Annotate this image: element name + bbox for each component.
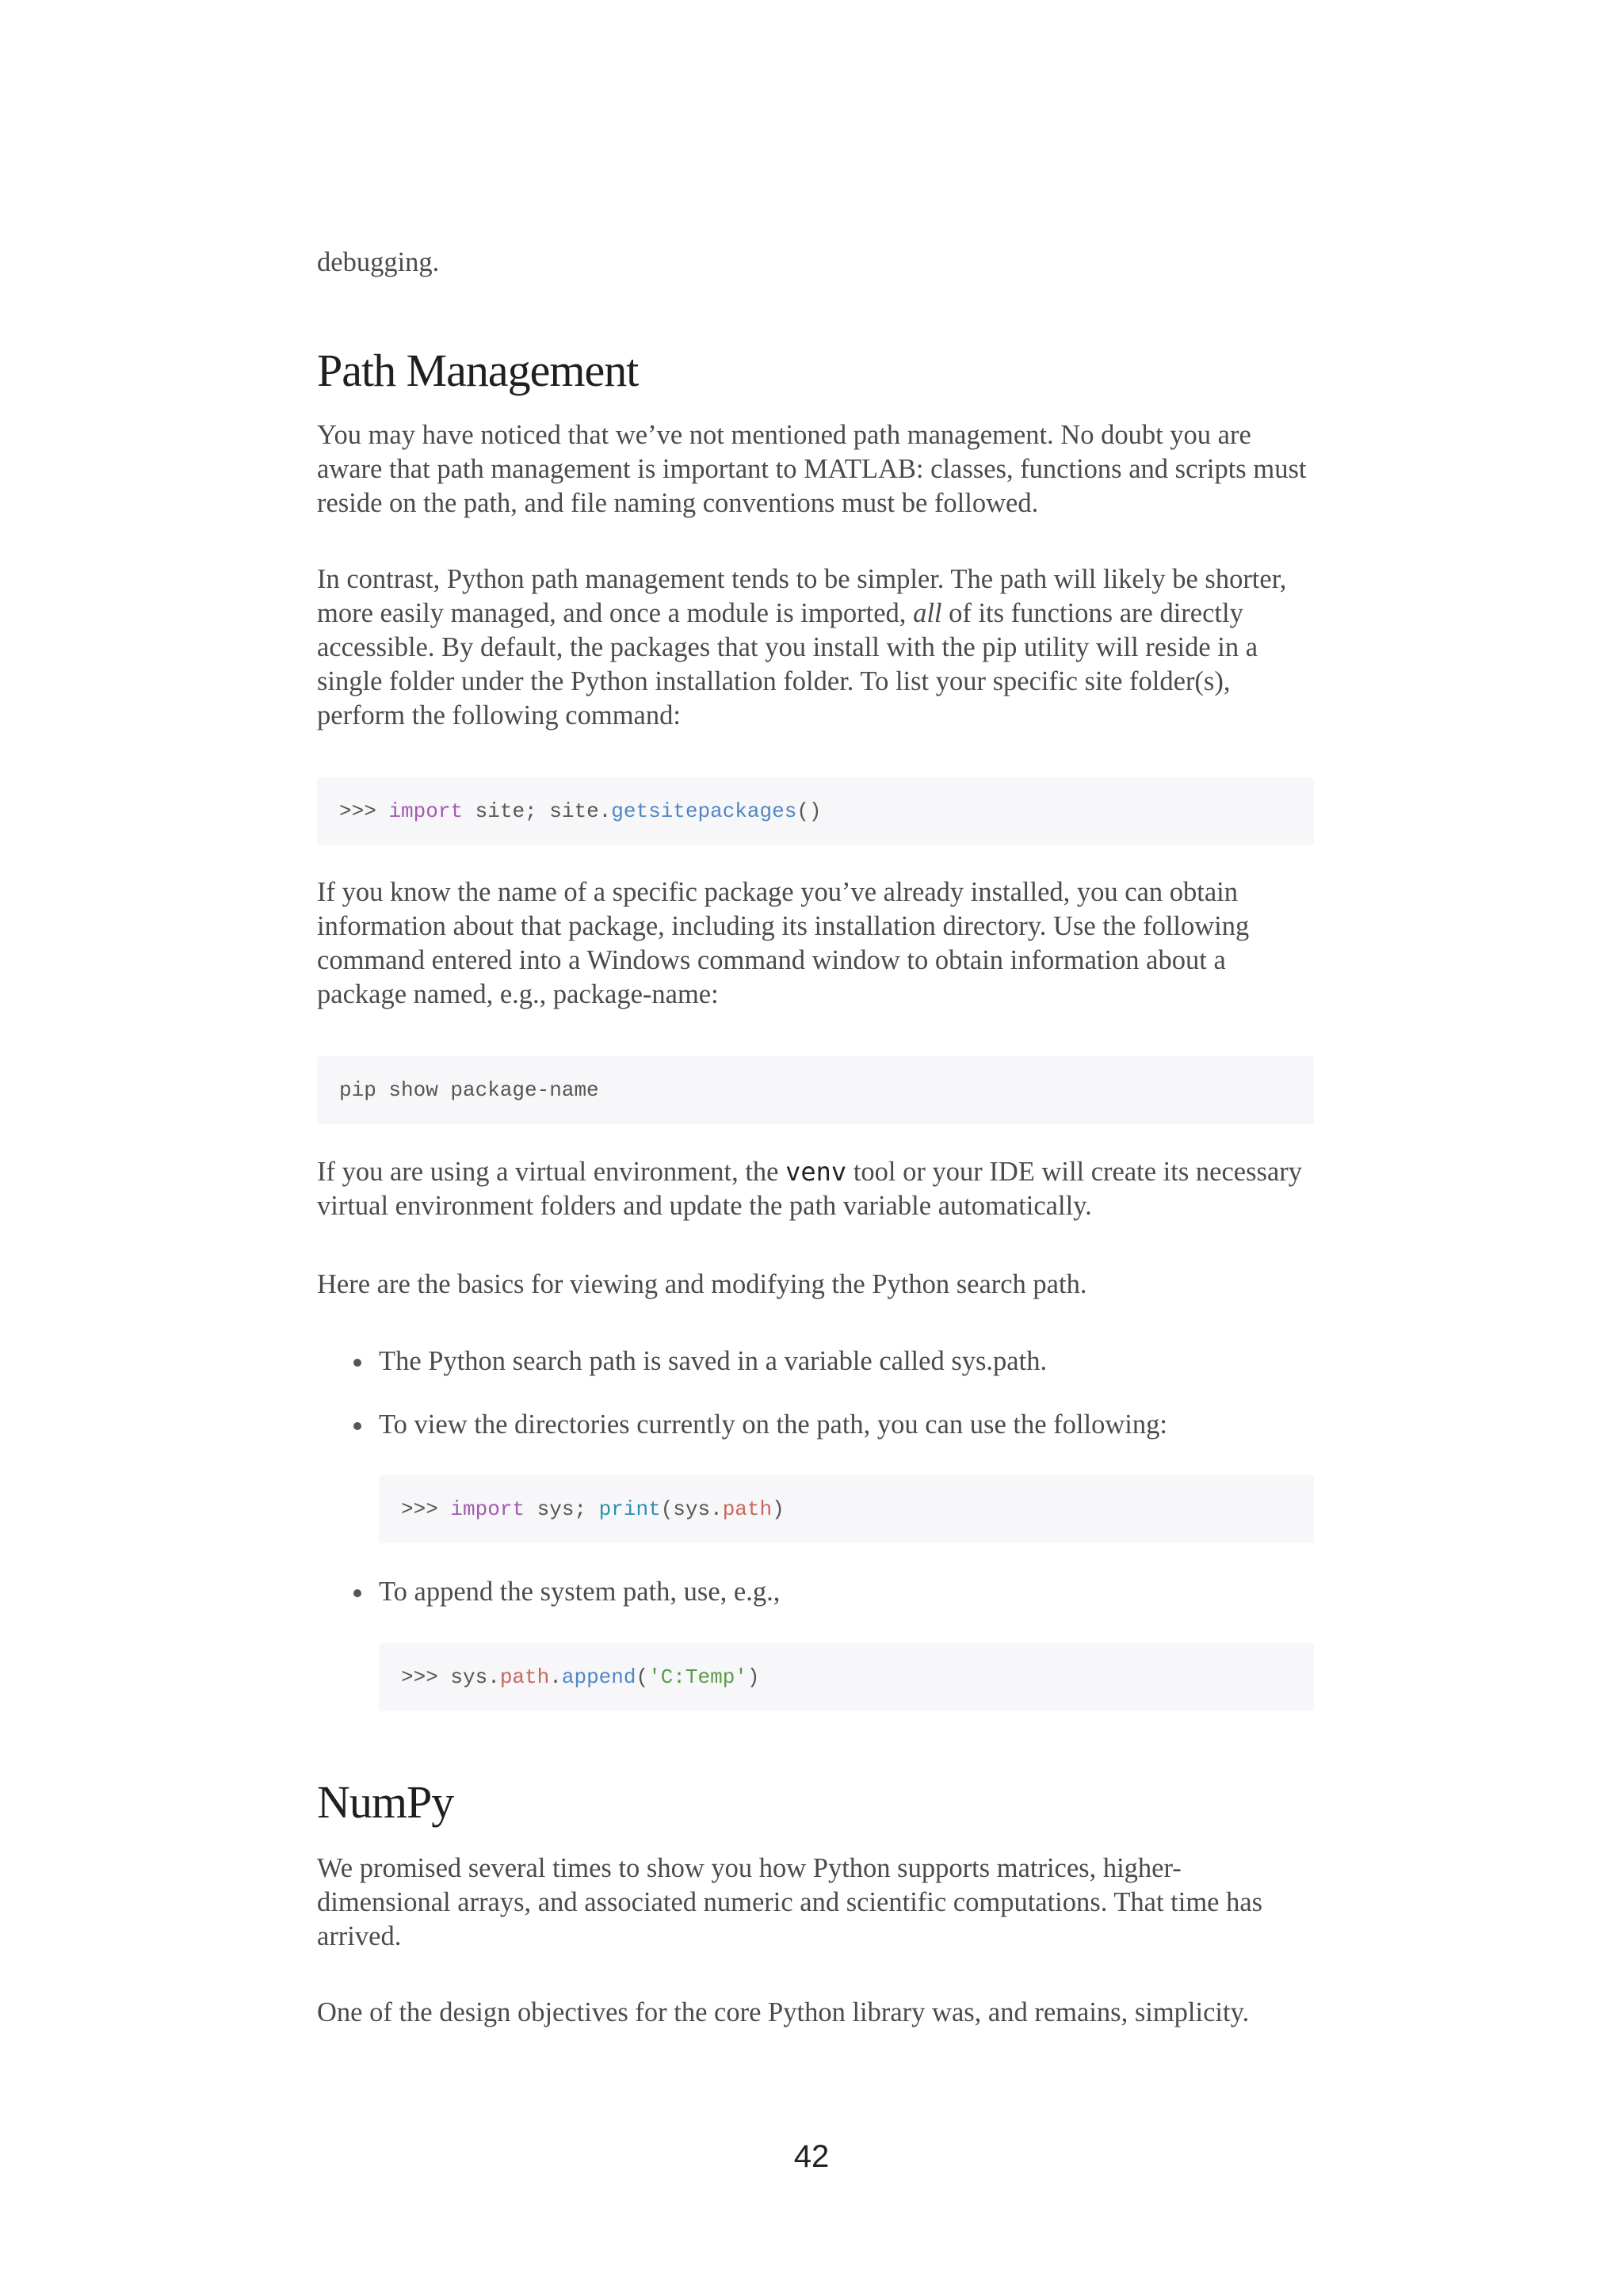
code-prompt: >>>	[339, 799, 389, 823]
code-prompt: >>> sys.	[401, 1665, 500, 1689]
paragraph-venv	[317, 1155, 1314, 1223]
code-text: )	[747, 1665, 760, 1689]
code-text: (sys.	[660, 1497, 723, 1521]
code-prompt: >>>	[401, 1497, 451, 1521]
code-block-pip-show: pip show package-name	[317, 1056, 1314, 1124]
code-function: append	[561, 1665, 636, 1689]
paragraph-path-contrast	[317, 563, 1314, 733]
paragraph-numpy-intro: We promised several times to show you how Python supports matrices, higher-dimensional arrays, and associated numeric and scientific computations. That time has arrived.	[317, 1853, 1263, 1951]
code-text: sys;	[525, 1497, 599, 1521]
code-block-print-sys-path	[379, 1475, 1314, 1543]
para-text: tool or your IDE will create its necessary virtual environment folders and update the path variable automatically.	[317, 1157, 1302, 1221]
bullet-icon	[353, 1589, 361, 1597]
heading-numpy: NumPy	[317, 1776, 454, 1828]
page-number: 42	[793, 2139, 830, 2174]
para-text: If you are using a virtual environment, the	[317, 1157, 786, 1187]
code-attribute: path	[499, 1665, 550, 1689]
code-string: 'C:Temp'	[648, 1665, 747, 1689]
inline-code-venv: venv	[785, 1157, 847, 1187]
list-item-text: The Python search path is saved in a variable called sys.path.	[379, 1346, 1048, 1376]
list-item-text: To view the directories currently on the path, you can use the following:	[379, 1409, 1167, 1440]
code-builtin: print	[598, 1497, 661, 1521]
para-text: In contrast, Python path management tends to be simpler. The path will likely be shorter, more easily managed, and once a module is imported,	[317, 564, 1287, 628]
code-block-getsitepackages	[317, 777, 1314, 845]
code-text: (	[636, 1665, 649, 1689]
heading-path-management: Path Management	[317, 345, 639, 396]
paragraph-path-intro: You may have noticed that we’ve not mentioned path management. No doubt you are aware that path management is important to MATLAB: classes, functions and scripts must reside on the path, and file naming conventions must be followed.	[317, 420, 1307, 518]
code-text: site; site.	[463, 799, 612, 823]
code-block-sys-path-append	[379, 1643, 1314, 1711]
code-keyword: import	[450, 1497, 525, 1521]
emphasis-all: all	[913, 598, 942, 628]
para-text: of its functions are directly accessible. By default, the packages that you install with the pip utility will reside in a single folder under the Python installation folder. To list your specific site folder(s), perform the following command:	[317, 598, 1258, 730]
list-item-text: To append the system path, use, e.g.,	[379, 1577, 781, 1607]
code-attribute: path	[722, 1497, 773, 1521]
code-text: .	[549, 1665, 562, 1689]
bullet-icon	[353, 1359, 361, 1367]
code-text: ()	[796, 799, 822, 823]
paragraph-design-objectives: One of the design objectives for the core Python library was, and remains, simplicity.	[317, 1997, 1250, 2027]
paragraph-pip-show-intro: If you know the name of a specific package you’ve already installed, you can obtain information about that package, including its installation directory. Use the following command entered into a Windows command window to obtain information about a package named, e.g., package-name:	[317, 877, 1250, 1009]
code-keyword: import	[388, 799, 464, 823]
code-function: getsitepackages	[611, 799, 797, 823]
code-text: )	[772, 1497, 785, 1521]
paragraph-search-path-basics: Here are the basics for viewing and modifying the Python search path.	[317, 1269, 1087, 1299]
bullet-icon	[353, 1422, 361, 1430]
top-fragment: debugging.	[317, 247, 440, 277]
